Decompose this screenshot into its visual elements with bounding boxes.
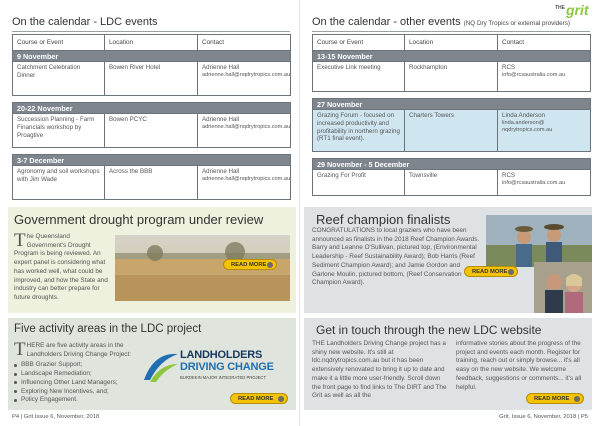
swoosh-icon: [140, 346, 180, 386]
activity-list: [14, 361, 134, 405]
website-text-col1: THE Landholders Driving Change project has a shiny new website. It's still at ldc.nqdrytropics.com.au but it has been extensively renovated to bring it up to date and make it a little more user-friendly. Scroll down the front page to find links to The DIRT and The Grit as well as all the: [312, 340, 447, 400]
footer-left: P4 | Grit Issue 6, November, 2018: [12, 414, 100, 420]
col-course: Course or Event: [13, 35, 105, 51]
table-row: Grazing For Profit Townsville RCS info@rcsaustralia.com.au: [313, 170, 591, 196]
activity-title: Five activity areas in the LDC project: [14, 323, 202, 335]
contact-email[interactable]: adrienne.hall@nqdrytropics.com.au: [202, 71, 291, 78]
arrow-icon: [508, 269, 514, 275]
date-band: 27 November: [313, 99, 591, 110]
reef-photo-top: [486, 215, 592, 267]
website-panel: [304, 318, 592, 410]
activity-text: [14, 339, 134, 405]
contact-email[interactable]: adrienne.hall@nqdrytropics.com.au: [202, 175, 291, 182]
table-header-row: [13, 35, 291, 51]
website-title: Get in touch through the new LDC website: [316, 323, 542, 337]
list-item: BBB Grazier Support;: [14, 361, 134, 370]
list-item: Exploring New Incentives, and;: [14, 388, 134, 397]
list-item: Policy Engagement.: [14, 396, 134, 405]
list-item: Influencing Other Land Managers;: [14, 379, 134, 388]
list-item: Landscape Remediation;: [14, 370, 134, 379]
website-read-more-button[interactable]: READ MORE: [526, 393, 584, 404]
col-course: Course or Event: [313, 35, 405, 51]
date-band: 3-7 December: [13, 155, 291, 166]
contact-email[interactable]: linda.anderson@ nqdrytropics.com.au: [502, 119, 553, 133]
activity-panel: [8, 318, 296, 410]
table-row: Executive Link meeting Rockhampton RCS info@rcsaustralia.com.au: [313, 62, 591, 92]
arrow-icon: [267, 262, 273, 268]
reef-read-more-button[interactable]: READ MORE: [464, 266, 518, 277]
table-row: Agronomy and soil workshops with Jim Wade Across the BBB Adrienne Hall adrienne.hall@nqdrytropics.com.au: [13, 166, 291, 200]
page-fold: [299, 0, 301, 426]
arrow-icon: [278, 396, 284, 402]
arrow-icon: [574, 396, 580, 402]
drought-text: The Queensland Government's Drought Program is being reviewed. An expert panel is considering what has worked well, what could be improved, and how the State and industry can better prepare for future droughts.: [14, 230, 108, 301]
table-row: Succession Planning - Farm Financials workshop by Proagtive Bowen PCYC Adrienne Hall adrienne.hall@nqdrytropics.com.au: [13, 114, 291, 148]
col-contact: Contact: [198, 35, 291, 51]
date-band: 9 November: [13, 51, 291, 62]
date-band: 29 November - 5 December: [313, 159, 591, 170]
divider: [312, 31, 590, 32]
other-calendar-table: [312, 34, 591, 196]
activity-read-more-button[interactable]: READ MORE: [230, 393, 288, 404]
website-text-col2: informative stories about the progress of the project and events each month. Register for training, reach out or simply browse... it's all easy on the new website. We welcome feedback, suggestions or comments... it's all helpful.: [456, 340, 582, 391]
contact-email[interactable]: adrienne.hall@nqdrytropics.com.au: [202, 123, 291, 130]
contact-email[interactable]: info@rcsaustralia.com.au: [502, 71, 566, 78]
drought-title: Government drought program under review: [14, 212, 264, 227]
footer-right: Grit, Issue 6, November, 2018 | P5: [499, 414, 588, 420]
col-contact: Contact: [498, 35, 591, 51]
col-location: Location: [405, 35, 498, 51]
drought-read-more-button[interactable]: READ MORE: [223, 259, 277, 270]
drought-panel: [8, 207, 296, 313]
table-header-row: [313, 35, 591, 51]
reef-title: Reef champion finalists: [316, 212, 451, 227]
date-band: 13-15 November: [313, 51, 591, 62]
divider: [12, 31, 290, 32]
reef-panel: [304, 207, 592, 313]
contact-email[interactable]: info@rcsaustralia.com.au: [502, 179, 566, 186]
date-band: 20-22 November: [13, 103, 291, 114]
ldc-calendar-title: On the calendar - LDC events: [12, 16, 158, 28]
ldc-logo: LANDHOLDERS DRIVING CHANGE BURDEKIN MAJOR INTEGRATED PROJECT: [140, 346, 290, 386]
table-row: Catchment Celebration Dinner Bowen River Hotel Adrienne Hall adrienne.hall@nqdrytropics.com.au: [13, 62, 291, 96]
grit-logo: $^{THE}$grit: [555, 2, 589, 18]
reef-text: CONGRATULATIONS to local graziers who have been announced as finalists in the 2018 Reef Champion Awards. Barry and Leanne O'Sullivan, pictured top, (Environmental Leadership - Reef Sustainability Award); Bob Harris (Reef Sediment Champion Award); and Jamie Gordon and Garlone Moulin, pictured bottom, (Reef Conservation Champion Award).: [312, 227, 480, 287]
other-calendar-title: On the calendar - other events (NQ Dry Tropics or external providers): [312, 16, 571, 28]
reef-photo-bottom: [534, 262, 592, 313]
activity-intro: THERE are five activity areas in the Landholders Driving Change Project:: [14, 339, 132, 360]
ldc-calendar-table: [12, 34, 291, 200]
col-location: Location: [105, 35, 198, 51]
table-row: Grazing Forum - focused on increased productivity and profitability in northern grazing (RT1 final event). Charters Towers Linda Anderson linda.anderson@ nqdrytropics.com.au: [313, 110, 591, 152]
